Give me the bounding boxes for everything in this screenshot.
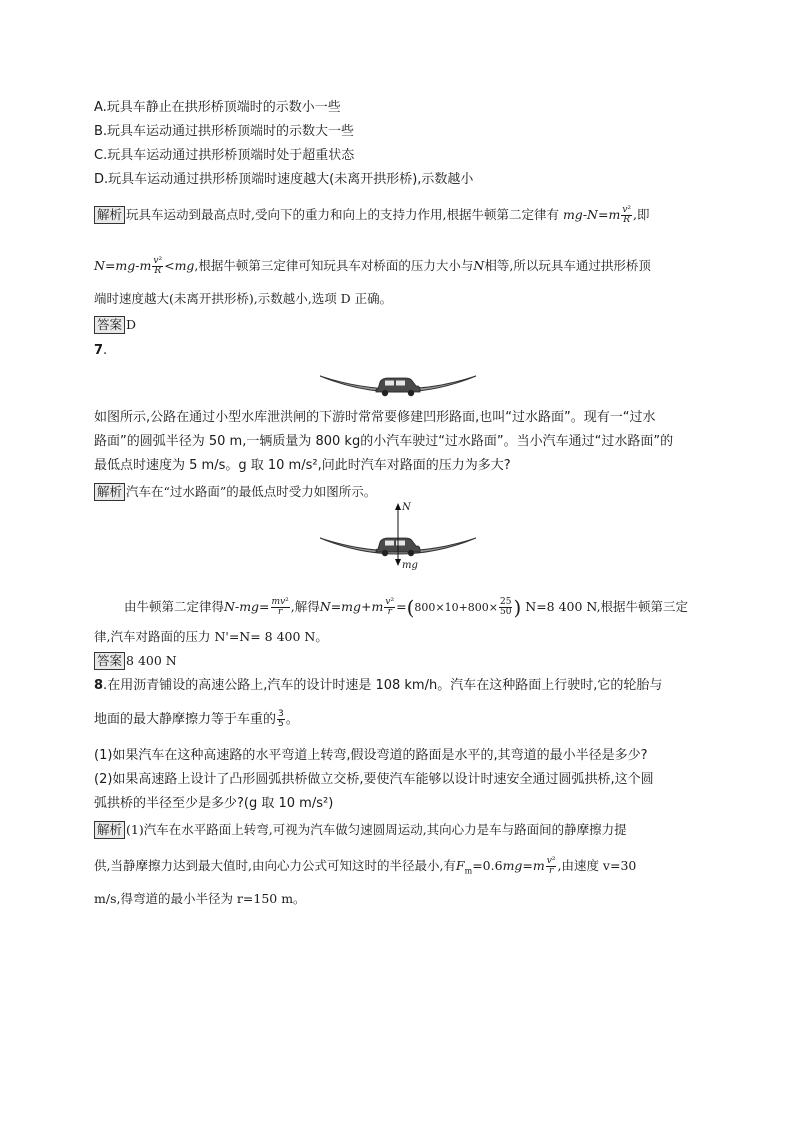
q6-analysis-text2: ,根据牛顿第三定律可知玩具车对桥面的压力大小与 xyxy=(194,258,474,273)
arrow-up-icon xyxy=(395,503,401,510)
force-diagram xyxy=(318,500,478,576)
concave-road-figure xyxy=(318,366,478,408)
q7-stem-line3: 最低点时速度为 5 m/s。g 取 10 m/s²,问此时汽车对路面的压力为多大? xyxy=(94,458,511,473)
q8-number: 8 xyxy=(94,678,104,693)
option-b: B.玩具车运动通过拱形桥顶端时的示数大一些 xyxy=(94,124,355,139)
answer-tag: 答案 xyxy=(94,652,125,670)
q8-analysis-line3: m/s,得弯道的最小半径为 r=150 m。 xyxy=(94,891,306,906)
q6-answer-value: D xyxy=(126,317,137,332)
q7-answer xyxy=(94,652,177,670)
q6-analysis-text1: 玩具车运动到最高点时,受向下的重力和向上的支持力作用,根据牛顿第二定律有 xyxy=(126,207,559,222)
q6-analysis-line2: N=mg-m $\frac{\text{v²}}{R}$ <mg,根据牛顿第三定律可知玩具车对桥面的压力大小与N相等,所以玩具车通过拱形桥顶 xyxy=(94,256,651,276)
q8-sub2-line2: 弧拱桥的半径至少是多少?(g 取 10 m/s²) xyxy=(94,796,334,811)
arrow-down-icon xyxy=(395,559,401,566)
q7-answer-value: 8 400 N xyxy=(126,653,177,668)
answer-tag: 答案 xyxy=(94,316,125,334)
q8-analysis-line2: 供,当静摩擦力达到最大值时,由向心力公式可知这时的半径最小,有$F_m=0.6mg=m$ $\frac{\text{v²}}{r}$ ,由速度 v=30 xyxy=(94,856,637,876)
q7-stem-line1: 如图所示,公路在通过小型水库泄洪闸的下游时常常要修建凹形路面,也叫“过水路面”。现有一“过水 xyxy=(94,410,656,425)
formula: $F_m=0.6mg=m$ $\frac{\text{v²}}{r}$ xyxy=(455,856,556,876)
q6-analysis-text1-end: ,即 xyxy=(633,207,650,222)
q6-analysis-text2-end: 相等,所以玩具车通过拱形桥顶 xyxy=(484,258,651,273)
force-label-mg: mg xyxy=(402,560,418,571)
option-a: A.玩具车静止在拱形桥顶端时的示数小一些 xyxy=(94,100,341,115)
analysis-tag: 解析 xyxy=(94,206,125,224)
force-label-n: N xyxy=(402,502,411,513)
q6-answer xyxy=(94,316,136,334)
analysis-tag: 解析 xyxy=(94,821,125,839)
q7-solution-line1: 由牛顿第二定律得N-mg= $\frac{\text{mv²}}{r}$ ,解得N=mg+m $\frac{\text{v²}}{r}$ =(800×10+800× $\frac{25}{50}$ ) N=8 400 N,根据牛顿第三定 xyxy=(124,595,689,620)
option-c: C.玩具车运动通过拱形桥顶端时处于超重状态 xyxy=(94,148,355,163)
option-d: D.玩具车运动通过拱形桥顶端时速度越大(未离开拱形桥),示数越小 xyxy=(94,172,474,187)
q7-stem-line2: 路面”的圆弧半径为 50 m,一辆质量为 800 kg的小汽车驶过“过水路面”。当小汽车通过“过水路面”的 xyxy=(94,434,674,449)
formula: N=mg-m $\frac{\text{v²}}{R}$ <mg xyxy=(94,256,195,276)
q8-analysis-line1: 解析 (1)汽车在水平路面上转弯,可视为汽车做匀速圆周运动,其向心力是车与路面间的静摩擦力提 xyxy=(94,821,627,839)
q8-stem-line2: 地面的最大静摩擦力等于车重的 $\frac{3}{5}$ 。 xyxy=(94,709,299,729)
formula: N=mg+m $\frac{\text{v²}}{r}$ = xyxy=(319,597,407,617)
q7-analysis-line1: 解析 汽车在“过水路面”的最低点时受力如图所示。 xyxy=(94,483,376,501)
q6-analysis-line3: 端时速度越大(未离开拱形桥),示数越小,选项 D 正确。 xyxy=(94,291,393,306)
q7-solution-line2: 律,汽车对路面的压力 N'=N= 8 400 N。 xyxy=(94,629,328,644)
car-icon xyxy=(376,378,420,396)
q8-sub1: (1)如果汽车在这种高速路的水平弯道上转弯,假设弯道的路面是水平的,其弯道的最小半径是多少? xyxy=(94,748,648,763)
q8-stem-line1: 8.在用沥青铺设的高速公路上,汽车的设计时速是 108 km/h。汽车在这种路面上行驶时,它的轮胎与 xyxy=(94,678,663,693)
q8-sub2-line1: (2)如果高速路上设计了凸形圆弧拱桥做立交桥,要使汽车能够以设计时速安全通过圆弧拱桥,这个圆 xyxy=(94,772,654,787)
q6-analysis-line1 xyxy=(94,206,650,225)
q7-number: 7. xyxy=(94,343,108,358)
formula: mg-N=m $\frac{\text{v²}}{R}$ xyxy=(562,205,632,225)
analysis-tag: 解析 xyxy=(94,483,125,501)
formula: N-mg= $\frac{\text{mv²}}{r}$ xyxy=(224,597,289,617)
